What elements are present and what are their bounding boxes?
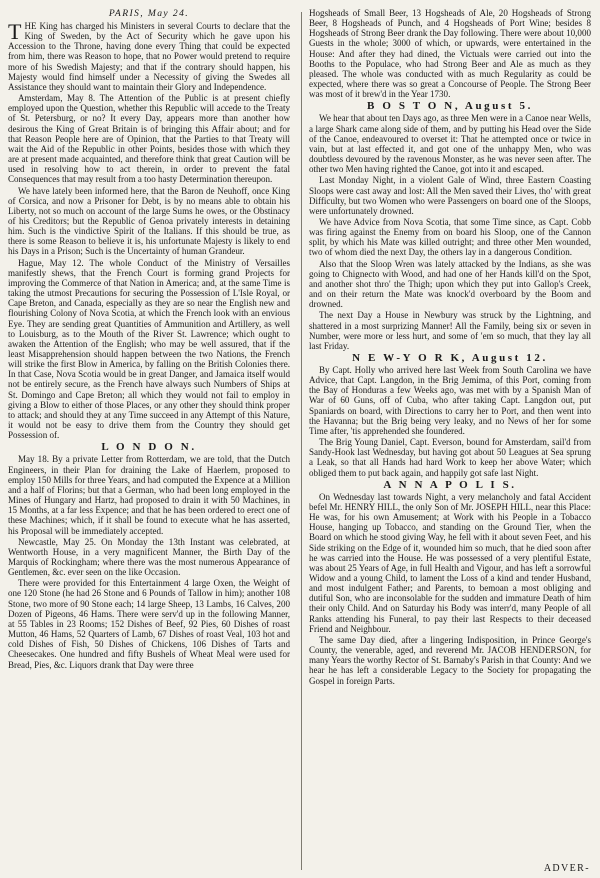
- dateline-paris: PARIS, May 24.: [108, 8, 190, 19]
- article-nova-scotia: We have Advice from Nova Scotia, that some Time since, as Capt. Cobb was firing against the Enemy from on board his Sloop, one of the Cannon split, by which his Mate was killed outright; and three other Men wounded, two of whom died the next Day, the others lay in a dangerous Condition.: [309, 216, 591, 258]
- drop-cap: T: [8, 19, 22, 44]
- column-divider: [301, 12, 302, 870]
- article-jemima: By Capt. Holly who arrived here last Week from South Carolina we have Advice, that Capt. Langdon, in the Brig Jemima, of this Port, coming from the Bay of Honduras a few Weeks ago, was met with by a Spanish Man of War of 60 Guns, off of Cuba, who after taking Capt. Langdon out, put Spaniards on board, with Directions to carry her to Port, and then went into the Havanna; but the Brig being very leaky, and no News of her for some Time after, 'tis apprehended she foundered.: [309, 365, 591, 436]
- article-henry-hill: On Wednesday last towards Night, a very melancholy and fatal Accident befel Mr. HENRY HILL, the only Son of Mr. JOSEPH HILL, near this Place: He was, for his own Amusement; at Work with his People in a Tobacco House, hanging up Tobacco, and standing on the Ground Tier, when the Board on which he stood giving Way, he fell with it about seven Feet, and his Side striking on the Edge of it, wounded him so much, that he died soon after he was carried into the House. He was possessed of a very plentiful Estate, was about 25 Years of Age, in full Health and Vigour, and has left a sorrowful Widow and a young Child, to lament the Loss of a kind and tender Husband, and most indulgent Father; and Parents, to bemoan a most obliging and dutiful Son, who are inconsolable for the sudden and immature Death of him their only Child. And on Saturday his Body was interr'd, many People of all Ranks attending his Funeral, to pay their last Respects to their deceased Friend and Neighbour.: [309, 491, 591, 634]
- article-paris-text: HE King has charged his Ministers in several Courts to declare that the King of Sweden, by the Act of Security which he gave upon his Accession to the Throne, having done every Thing that could be expected from him, there was Reason to hope, that no Power would pretend to require more of his Swedish Majesty; and that if the contrary should happen, his Majesty would find himself under a Necessity of giving the Swedes all Assistance they should want to maintain their Glory and Independence.: [8, 21, 290, 92]
- heading-annapolis: A N N A P O L I S.: [383, 478, 517, 491]
- heading-london: L O N D O N.: [101, 441, 197, 454]
- article-amsterdam: Amsterdam, May 8. The Attention of the Public is at present chiefly employed upon the Question, whether this Republic will accede to the Treaty of St. Petersburg, or no? It every Day, appears more than another how desirous the King of Great Britain is of bringing this Affair about; and for that Reason People here are of Opinion, that the Parties to that Treaty will wait the Aid of the Republic in other Points, besides those with which they are at present made acquainted, and therefore think that great Caution will be used in resolving how to act therein, in order to prevent the fatal Consequences that may result from a too hasty Determination thereupon.: [8, 93, 290, 185]
- article-hague: Hague, May 12. The whole Conduct of the Ministry of Versailles manifestly shews, that the French Court is forming grand Projects for improving the Commerce of that Nation in America; and, at the same Time is taking the utmost Precautions for securing the Possession of L'Isle Royal, or Cape Breton, and Canada, especially as they are so near the English new and flourishing Colony of Nova Scotia, at which the French look with an envious Eye. They are sending great Quantities of Ammunition and Artillery, as well to Louisburg, as to the Mouth of the River St. Lawrence; which ought to awaken the Attention of the English; who may be well assured, that if the least Misapprehension should happen between the two Nations, the French will strike the first Blow in America, by falling on the British Colonies there. In that Case, Nova Scotia would be in great Danger, and Jamaica itself would not be entirely secure, as the French have always such Numbers of Ships at St. Domingo and Cape Breton; all which they would not fail to employ in giving a Blow to either of those Places, or any other they should think proper to attack; and should they at any Time succeed in any Attempt of this Nature, it would not be easy to drive them from the Country they should get Possession of.: [8, 257, 290, 441]
- article-newcastle: Newcastle, May 25. On Monday the 13th Instant was celebrated, at Wentworth House, in a very magnificent Manner, the Birth Day of the Marquis of Rockingham; where there was the most numerous Appearance of Gentlemen, &c. ever seen on the like Occasion.: [8, 536, 290, 578]
- article-entertainment: There were provided for this Entertainment 4 large Oxen, the Weight of one 120 Stone (he had 26 Stone and 6 Pounds of Tallow in him); another 108 Stone, two more of 90 Stone each; 14 large Sheep, 13 Lambs, 16 Calves, 200 Dozen of Pigeons, 46 Hams. There were serv'd up in the following Manner, at 55 Tables in 23 Rooms; 152 Dishes of Beef, 92 Pies, 60 Dishes of roast Mutton, 46 Hams, 52 Quarters of Lamb, 67 Dishes of roast Veal, 103 hot and cold Dishes of Fish, 50 Dishes of Chickens, 106 Dishes of Tarts and Cheesecakes. One hundred and fifty Bushels of Wheat Meal were used for Bread, Pies, &c. Liquors drank that Day were three: [8, 578, 290, 670]
- article-newbury: The next Day a House in Newbury was struck by the Lightning, and shattered in a most surprizing Manner! All the Family, being six or seven in Number, were more or less hurt, and some of 'em so much, that they lay all last Friday.: [309, 310, 591, 351]
- article-rotterdam: May 18. By a private Letter from Rotterdam, we are told, that the Dutch Engineers, in their Plan for draining the Lake of Haerlem, proposed to employ 150 Mills for three Years, and had computed the Expence at a Million and a half of Florins; but that a German, who had been long employed in the Mines of Hungary and Hartz, had proposed to drain it with 50 Machines, in 15 Months, at a far less Expence; and that he has been ordered to erect one of these Machines; which, if it shall be found to execute what he has asserted, his Proposal will be immediately accepted.: [8, 454, 290, 536]
- article-young-daniel: The Brig Young Daniel, Capt. Everson, bound for Amsterdam, sail'd from Sandy-Hook last Wednesday, but having got about 50 Leagues at Sea sprung a Leak, so that all Hands had hard Work to keep her above Water; which obliged them to put back again, and happily got safe last Night.: [309, 437, 591, 478]
- article-shark: We hear that about ten Days ago, as three Men were in a Canoe near Wells, a large Shark came along side of them, and by putting his Head over the Side of the Canoe, endeavoured to overset it: That he attempted once or twice in vain, but at last effected it, and got one of the unhappy Men, who was doubtless devoured by the ravenous Monster, as he was never seen after. The other two Men having righted the Canoe, got into it and escaped.: [309, 113, 591, 175]
- heading-boston: B O S T O N, August 5.: [367, 100, 533, 113]
- article-paris: [8, 21, 290, 92]
- article-sloops: Last Monday Night, in a violent Gale of Wind, three Eastern Coasting Sloops were cast away and lost: All the Men saved their Lives, tho' with great Difficulty, but two Women who were Passengers on board one of the Sloops, were unfortunately drowned.: [309, 175, 591, 216]
- catchword: ADVER-: [543, 863, 590, 874]
- article-neuhoff: We have lately been informed here, that the Baron de Neuhoff, once King of Corsica, and now a Prisoner for Debt, is by no means able to obtain his Liberty, not so much on account of the large Sums he owes, or the Obstinacy of his Creditors; but the Republic of Genoa privately interests in detaining him. Such is the vindictive Spirit of the Italians. If this should be true, as there is some Reason to believe it is, his unfortunate Majesty is likely to end his Days in a Prison; Such is the Uncertainty of human Grandeur.: [8, 185, 290, 257]
- right-column: [309, 8, 591, 687]
- article-liquors: Hogsheads of Small Beer, 13 Hogsheads of Ale, 20 Hogsheads of Strong Beer, 8 Hogsheads of Punch, and 4 Hogsheads of Port Wine; besides 8 Hogsheads of Strong Beer drank the Day following. There were about 10,000 Guests in the whole; 3000 of which, or upwards, were entertained in the House: And after they had dined, the Victuals were carried out into the Booths to the Populace, who had Strong Beer and Ale as much as they pleased. The whole was conducted with as much Regularity as could be expected, where there was so great a Concourse of People. The Strong Beer was most of it brew'd in the Year 1730.: [309, 8, 591, 100]
- article-henderson: The same Day died, after a lingering Indisposition, in Prince George's County, the venerable, aged, and reverend Mr. JACOB HENDERSON, for many Years the worthy Rector of St. Barnaby's Parish in that County: And we hear he has left a considerable Legacy to the Society for propagating the Gospel in foreign Parts.: [309, 634, 591, 686]
- heading-new-york: N E W-Y O R K, August 12.: [352, 352, 548, 364]
- left-column: [8, 8, 290, 671]
- article-sloop-wren: Also that the Sloop Wren was lately attacked by the Indians, as she was going to Chignecto with Wood, and had one of her Hands kill'd on the Spot, and another shot thro' the Thigh; upon which they put into Gallop's Creek, and on their return the Mate was knock'd overboard by the Boom and drowned.: [309, 258, 591, 310]
